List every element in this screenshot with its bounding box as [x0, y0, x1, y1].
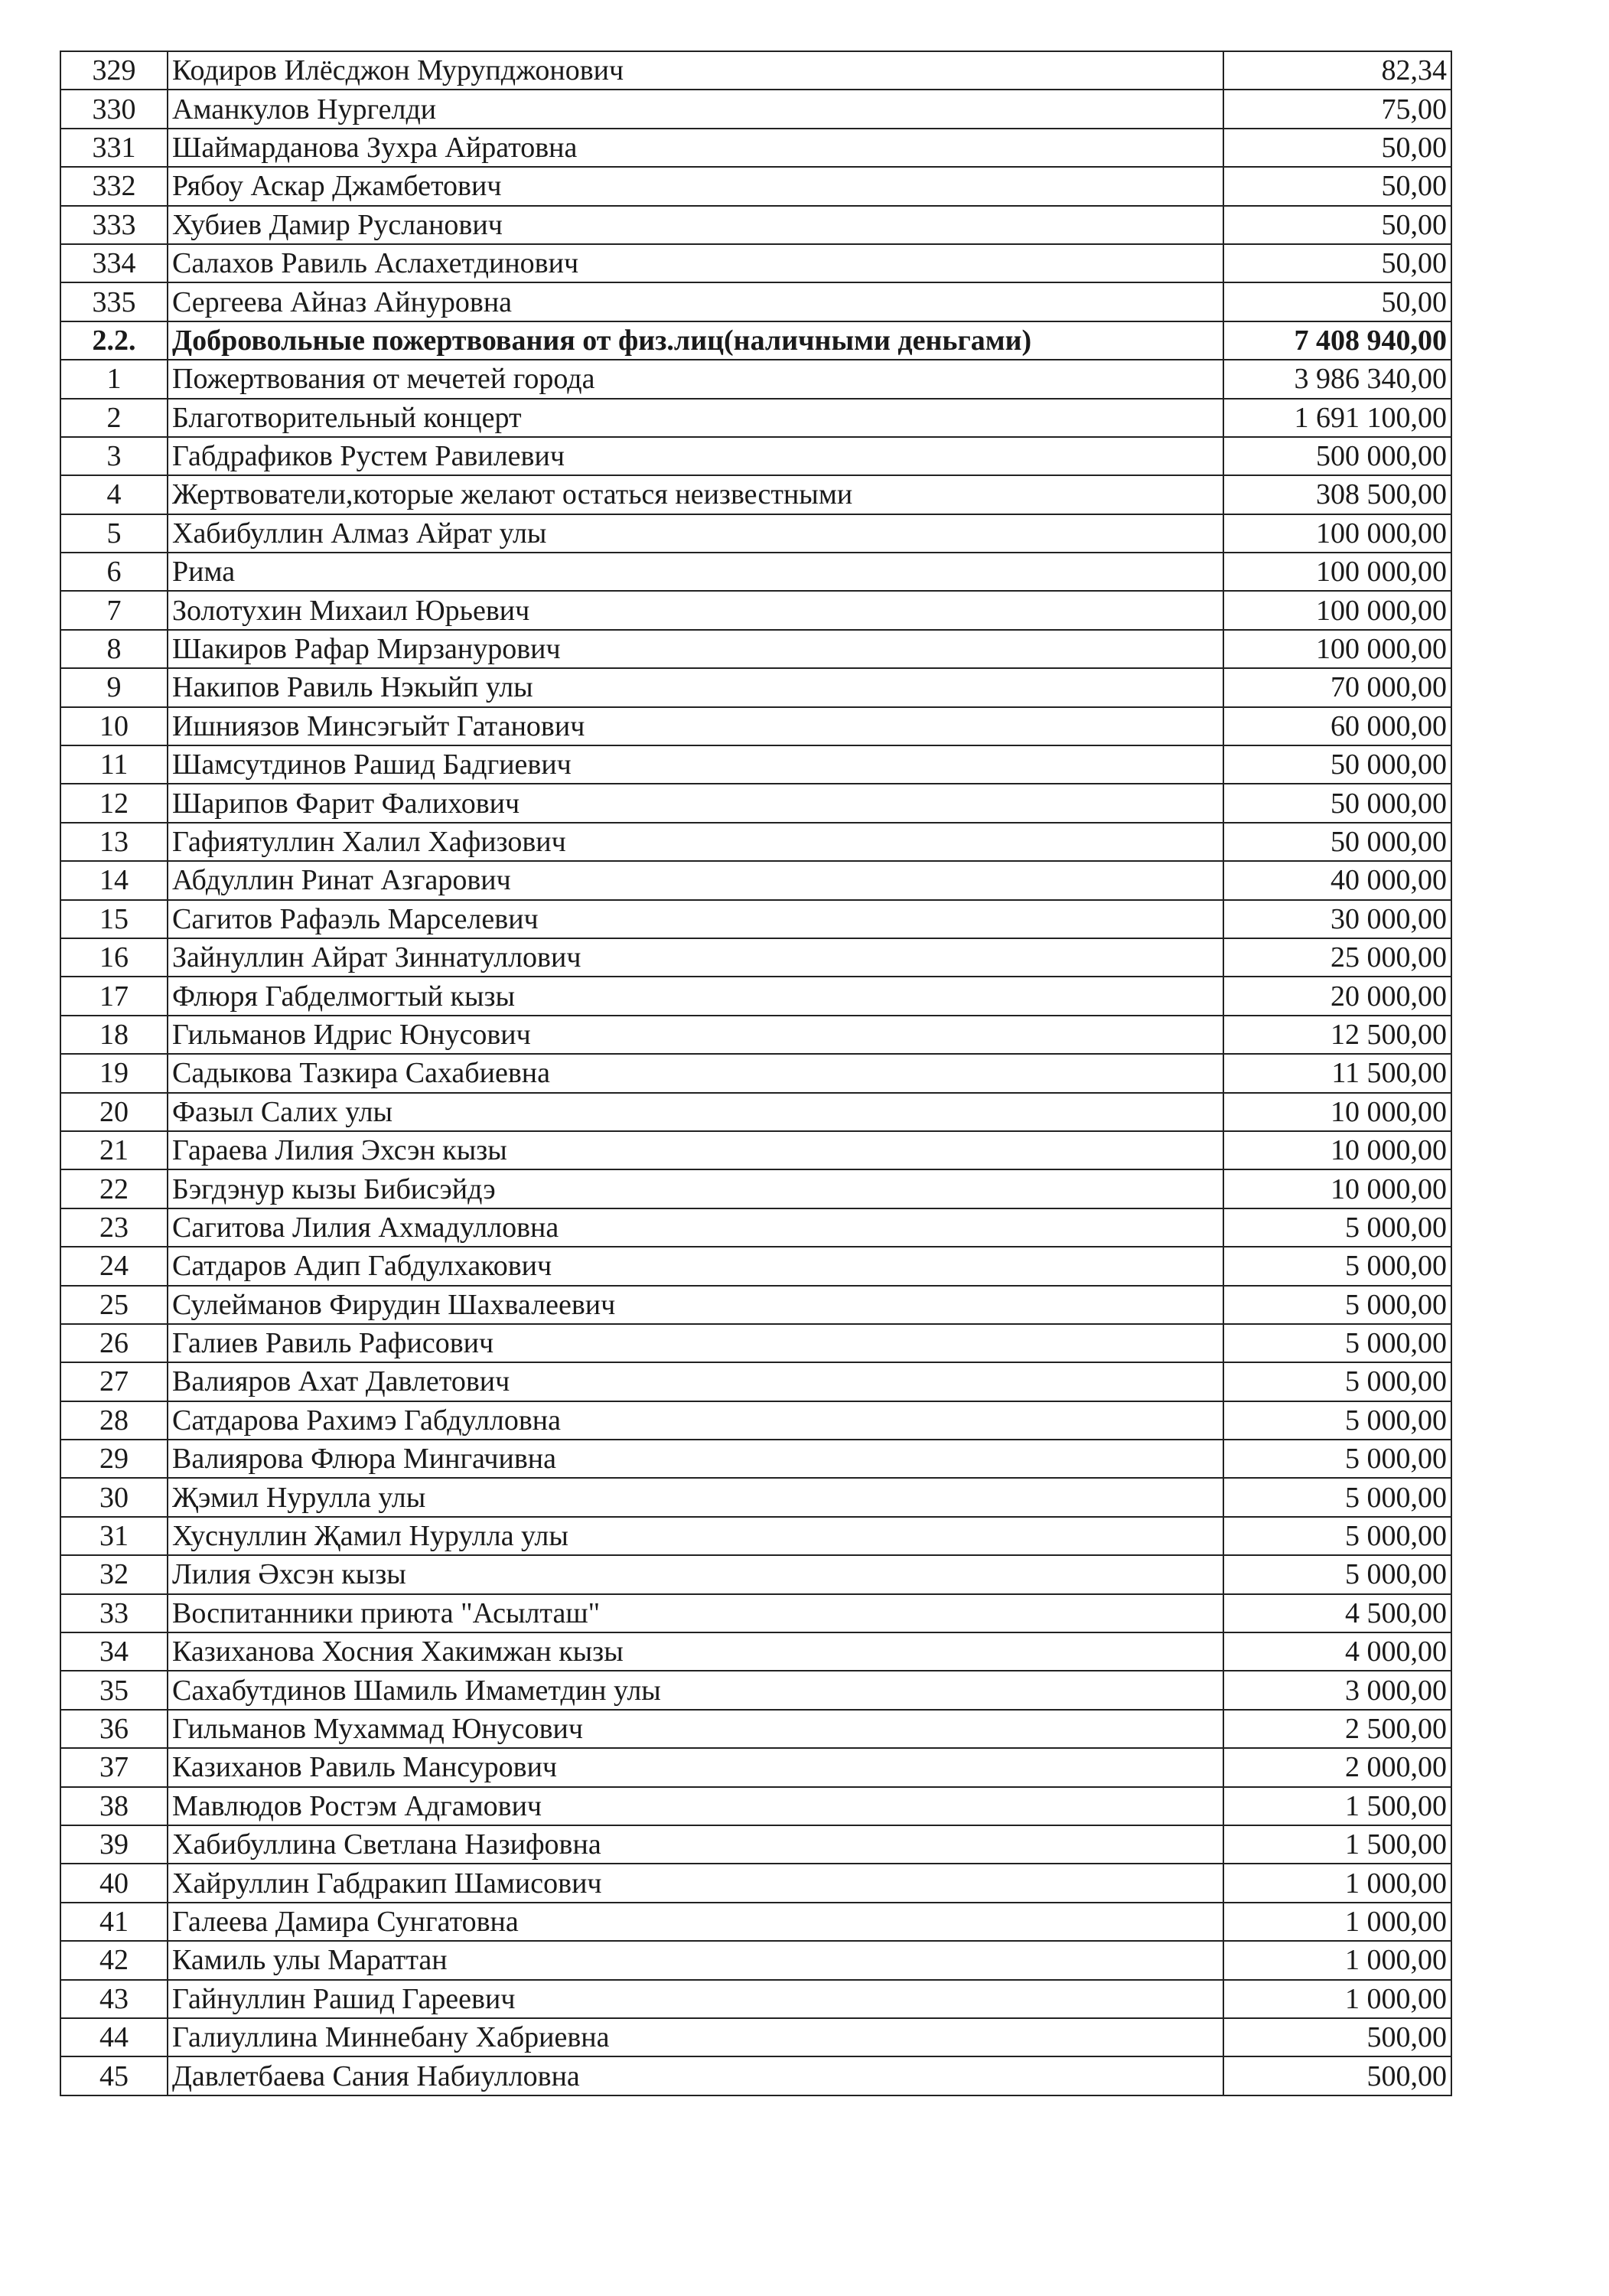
row-number-cell: 9	[60, 668, 168, 706]
donor-name-cell: Камиль улы Мараттан	[168, 1941, 1223, 1979]
amount-cell: 50,00	[1223, 206, 1451, 244]
donor-name-cell: Җэмил Нурулла улы	[168, 1478, 1223, 1516]
row-number-cell: 13	[60, 823, 168, 861]
table-row	[60, 1980, 1451, 2018]
donor-name-cell: Казиханова Хосния Хакимжан кызы	[168, 1632, 1223, 1671]
donor-name-cell: Хабибуллина Светлана Назифовна	[168, 1825, 1223, 1864]
amount-cell: 1 691 100,00	[1223, 399, 1451, 437]
table-row	[60, 1286, 1451, 1324]
amount-cell: 2 000,00	[1223, 1748, 1451, 1786]
table-row	[60, 861, 1451, 899]
donor-name-cell: Кодиров Илёсджон Мурупджонович	[168, 51, 1223, 90]
amount-cell: 50 000,00	[1223, 745, 1451, 784]
table-row	[60, 90, 1451, 128]
table-row	[60, 745, 1451, 784]
table-row	[60, 591, 1451, 629]
row-number-cell: 38	[60, 1787, 168, 1825]
table-row	[60, 1440, 1451, 1478]
amount-cell: 5 000,00	[1223, 1440, 1451, 1478]
table-row	[60, 668, 1451, 706]
donor-name-cell: Рима	[168, 553, 1223, 591]
row-number-cell: 27	[60, 1362, 168, 1401]
table-row	[60, 938, 1451, 977]
table-row	[60, 51, 1451, 90]
amount-cell: 2 500,00	[1223, 1710, 1451, 1748]
table-row	[60, 1324, 1451, 1362]
row-number-cell: 41	[60, 1903, 168, 1941]
donor-name-cell: Фазыл Салих улы	[168, 1093, 1223, 1131]
table-row	[60, 977, 1451, 1015]
table-row	[60, 1247, 1451, 1285]
donor-name-cell: Добровольные пожертвования от физ.лиц(наличными деньгами)	[168, 321, 1223, 360]
table-row	[60, 1748, 1451, 1786]
row-number-cell: 32	[60, 1555, 168, 1593]
amount-cell: 70 000,00	[1223, 668, 1451, 706]
table-row	[60, 1016, 1451, 1054]
table-row	[60, 360, 1451, 398]
row-number-cell: 2	[60, 399, 168, 437]
donor-name-cell: Зайнуллин Айрат Зиннатуллович	[168, 938, 1223, 977]
row-number-cell: 6	[60, 553, 168, 591]
donor-name-cell: Пожертвования от мечетей города	[168, 360, 1223, 398]
amount-cell: 12 500,00	[1223, 1016, 1451, 1054]
section-header-row	[60, 321, 1451, 360]
amount-cell: 4 000,00	[1223, 1632, 1451, 1671]
row-number-cell: 26	[60, 1324, 168, 1362]
donor-name-cell: Габдрафиков Рустем Равилевич	[168, 437, 1223, 475]
table-row	[60, 1555, 1451, 1593]
donor-name-cell: Золотухин Михаил Юрьевич	[168, 591, 1223, 629]
amount-cell: 5 000,00	[1223, 1478, 1451, 1516]
row-number-cell: 37	[60, 1748, 168, 1786]
row-number-cell: 334	[60, 244, 168, 282]
table-row	[60, 1671, 1451, 1709]
row-number-cell: 18	[60, 1016, 168, 1054]
table-row	[60, 784, 1451, 822]
donor-name-cell: Гафиятуллин Халил Хафизович	[168, 823, 1223, 861]
table-row	[60, 1594, 1451, 1632]
row-number-cell: 29	[60, 1440, 168, 1478]
row-number-cell: 35	[60, 1671, 168, 1709]
donor-name-cell: Сергеева Айназ Айнуровна	[168, 282, 1223, 321]
donor-name-cell: Гайнуллин Рашид Гареевич	[168, 1980, 1223, 2018]
amount-cell: 50 000,00	[1223, 823, 1451, 861]
row-number-cell: 30	[60, 1478, 168, 1516]
row-number-cell: 12	[60, 784, 168, 822]
table-row	[60, 1825, 1451, 1864]
amount-cell: 50,00	[1223, 244, 1451, 282]
amount-cell: 1 000,00	[1223, 1903, 1451, 1941]
amount-cell: 100 000,00	[1223, 514, 1451, 553]
table-row	[60, 553, 1451, 591]
row-number-cell: 10	[60, 707, 168, 745]
donor-name-cell: Аманкулов Нургелди	[168, 90, 1223, 128]
table-row	[60, 1903, 1451, 1941]
row-number-cell: 19	[60, 1054, 168, 1092]
donor-name-cell: Галеева Дамира Сунгатовна	[168, 1903, 1223, 1941]
row-number-cell: 28	[60, 1401, 168, 1440]
amount-cell: 75,00	[1223, 90, 1451, 128]
row-number-cell: 39	[60, 1825, 168, 1864]
row-number-cell: 25	[60, 1286, 168, 1324]
amount-cell: 10 000,00	[1223, 1169, 1451, 1208]
amount-cell: 100 000,00	[1223, 591, 1451, 629]
amount-cell: 7 408 940,00	[1223, 321, 1451, 360]
amount-cell: 500,00	[1223, 2056, 1451, 2095]
donor-name-cell: Сулейманов Фирудин Шахвалеевич	[168, 1286, 1223, 1324]
table-row	[60, 2056, 1451, 2095]
donor-name-cell: Шамсутдинов Рашид Бадгиевич	[168, 745, 1223, 784]
row-number-cell: 24	[60, 1247, 168, 1285]
amount-cell: 5 000,00	[1223, 1362, 1451, 1401]
row-number-cell: 21	[60, 1131, 168, 1169]
row-number-cell: 7	[60, 591, 168, 629]
table-row	[60, 1093, 1451, 1131]
row-number-cell: 16	[60, 938, 168, 977]
donor-name-cell: Сагитова Лилия Ахмадулловна	[168, 1208, 1223, 1247]
amount-cell: 10 000,00	[1223, 1093, 1451, 1131]
row-number-cell: 31	[60, 1517, 168, 1555]
donor-name-cell: Рябоу Аскар Джамбетович	[168, 167, 1223, 205]
row-number-cell: 44	[60, 2018, 168, 2056]
table-row	[60, 1208, 1451, 1247]
table-row	[60, 630, 1451, 668]
table-row	[60, 1169, 1451, 1208]
amount-cell: 5 000,00	[1223, 1247, 1451, 1285]
donor-name-cell: Хубиев Дамир Русланович	[168, 206, 1223, 244]
amount-cell: 5 000,00	[1223, 1555, 1451, 1593]
table-row	[60, 1787, 1451, 1825]
table-row	[60, 244, 1451, 282]
amount-cell: 1 500,00	[1223, 1825, 1451, 1864]
table-row	[60, 282, 1451, 321]
donor-name-cell: Воспитанники приюта "Асылташ"	[168, 1594, 1223, 1632]
table-row	[60, 206, 1451, 244]
donor-name-cell: Жертвователи,которые желают остаться неизвестными	[168, 475, 1223, 514]
row-number-cell: 335	[60, 282, 168, 321]
donor-name-cell: Накипов Равиль Нэкыйп улы	[168, 668, 1223, 706]
row-number-cell: 5	[60, 514, 168, 553]
row-number-cell: 2.2.	[60, 321, 168, 360]
amount-cell: 4 500,00	[1223, 1594, 1451, 1632]
donations-table-body	[60, 51, 1451, 2095]
amount-cell: 1 000,00	[1223, 1941, 1451, 1979]
amount-cell: 50,00	[1223, 129, 1451, 167]
donor-name-cell: Сахабутдинов Шамиль Имаметдин улы	[168, 1671, 1223, 1709]
amount-cell: 5 000,00	[1223, 1517, 1451, 1555]
table-row	[60, 2018, 1451, 2056]
donor-name-cell: Шаймарданова Зухра Айратовна	[168, 129, 1223, 167]
table-row	[60, 129, 1451, 167]
table-row	[60, 823, 1451, 861]
donor-name-cell: Казиханов Равиль Мансурович	[168, 1748, 1223, 1786]
amount-cell: 100 000,00	[1223, 630, 1451, 668]
donor-name-cell: Хайруллин Габдракип Шамисович	[168, 1864, 1223, 1902]
amount-cell: 5 000,00	[1223, 1401, 1451, 1440]
donor-name-cell: Гильманов Идрис Юнусович	[168, 1016, 1223, 1054]
donor-name-cell: Давлетбаева Сания Набиулловна	[168, 2056, 1223, 2095]
amount-cell: 10 000,00	[1223, 1131, 1451, 1169]
row-number-cell: 33	[60, 1594, 168, 1632]
row-number-cell: 22	[60, 1169, 168, 1208]
table-row	[60, 900, 1451, 938]
amount-cell: 30 000,00	[1223, 900, 1451, 938]
amount-cell: 1 500,00	[1223, 1787, 1451, 1825]
table-row	[60, 1941, 1451, 1979]
row-number-cell: 11	[60, 745, 168, 784]
donor-name-cell: Салахов Равиль Аслахетдинович	[168, 244, 1223, 282]
donor-name-cell: Флюря Габделмогтый кызы	[168, 977, 1223, 1015]
table-row	[60, 514, 1451, 553]
amount-cell: 82,34	[1223, 51, 1451, 90]
row-number-cell: 331	[60, 129, 168, 167]
donor-name-cell: Бэгдэнур кызы Бибисэйдэ	[168, 1169, 1223, 1208]
table-row	[60, 1632, 1451, 1671]
table-row	[60, 1401, 1451, 1440]
amount-cell: 3 986 340,00	[1223, 360, 1451, 398]
amount-cell: 25 000,00	[1223, 938, 1451, 977]
donor-name-cell: Абдуллин Ринат Азгарович	[168, 861, 1223, 899]
amount-cell: 5 000,00	[1223, 1208, 1451, 1247]
donor-name-cell: Благотворительный концерт	[168, 399, 1223, 437]
table-row	[60, 707, 1451, 745]
table-row	[60, 437, 1451, 475]
donor-name-cell: Лилия Әхсэн кызы	[168, 1555, 1223, 1593]
donor-name-cell: Сатдаров Адип Габдулхакович	[168, 1247, 1223, 1285]
row-number-cell: 333	[60, 206, 168, 244]
amount-cell: 308 500,00	[1223, 475, 1451, 514]
donor-name-cell: Валияров Ахат Давлетович	[168, 1362, 1223, 1401]
row-number-cell: 45	[60, 2056, 168, 2095]
amount-cell: 50 000,00	[1223, 784, 1451, 822]
amount-cell: 5 000,00	[1223, 1324, 1451, 1362]
row-number-cell: 332	[60, 167, 168, 205]
amount-cell: 1 000,00	[1223, 1980, 1451, 2018]
donor-name-cell: Садыкова Тазкира Сахабиевна	[168, 1054, 1223, 1092]
table-row	[60, 1517, 1451, 1555]
row-number-cell: 34	[60, 1632, 168, 1671]
donor-name-cell: Галиев Равиль Рафисович	[168, 1324, 1223, 1362]
amount-cell: 3 000,00	[1223, 1671, 1451, 1709]
table-row	[60, 475, 1451, 514]
amount-cell: 40 000,00	[1223, 861, 1451, 899]
donor-name-cell: Ишниязов Минсэгыйт Гатанович	[168, 707, 1223, 745]
amount-cell: 100 000,00	[1223, 553, 1451, 591]
amount-cell: 5 000,00	[1223, 1286, 1451, 1324]
donor-name-cell: Мавлюдов Ростэм Адгамович	[168, 1787, 1223, 1825]
table-row	[60, 1864, 1451, 1902]
row-number-cell: 17	[60, 977, 168, 1015]
row-number-cell: 15	[60, 900, 168, 938]
row-number-cell: 20	[60, 1093, 168, 1131]
amount-cell: 60 000,00	[1223, 707, 1451, 745]
row-number-cell: 3	[60, 437, 168, 475]
table-row	[60, 1478, 1451, 1516]
donor-name-cell: Галиуллина Миннебану Хабриевна	[168, 2018, 1223, 2056]
amount-cell: 500 000,00	[1223, 437, 1451, 475]
donor-name-cell: Гильманов Мухаммад Юнусович	[168, 1710, 1223, 1748]
donations-table	[60, 51, 1452, 2096]
table-row	[60, 167, 1451, 205]
row-number-cell: 36	[60, 1710, 168, 1748]
table-row	[60, 399, 1451, 437]
amount-cell: 20 000,00	[1223, 977, 1451, 1015]
donor-name-cell: Сагитов Рафаэль Марселевич	[168, 900, 1223, 938]
donor-name-cell: Сатдарова Рахимэ Габдулловна	[168, 1401, 1223, 1440]
row-number-cell: 329	[60, 51, 168, 90]
row-number-cell: 14	[60, 861, 168, 899]
amount-cell: 11 500,00	[1223, 1054, 1451, 1092]
donor-name-cell: Шакиров Рафар Мирзанурович	[168, 630, 1223, 668]
amount-cell: 50,00	[1223, 167, 1451, 205]
donor-name-cell: Хабибуллин Алмаз Айрат улы	[168, 514, 1223, 553]
table-row	[60, 1131, 1451, 1169]
row-number-cell: 4	[60, 475, 168, 514]
table-row	[60, 1710, 1451, 1748]
row-number-cell: 40	[60, 1864, 168, 1902]
donor-name-cell: Хуснуллин Җамил Нурулла улы	[168, 1517, 1223, 1555]
amount-cell: 500,00	[1223, 2018, 1451, 2056]
row-number-cell: 8	[60, 630, 168, 668]
row-number-cell: 330	[60, 90, 168, 128]
amount-cell: 50,00	[1223, 282, 1451, 321]
donor-name-cell: Валиярова Флюра Мингачивна	[168, 1440, 1223, 1478]
donor-name-cell: Гараева Лилия Эхсэн кызы	[168, 1131, 1223, 1169]
row-number-cell: 43	[60, 1980, 168, 2018]
table-row	[60, 1054, 1451, 1092]
row-number-cell: 23	[60, 1208, 168, 1247]
amount-cell: 1 000,00	[1223, 1864, 1451, 1902]
table-row	[60, 1362, 1451, 1401]
donor-name-cell: Шарипов Фарит Фалихович	[168, 784, 1223, 822]
row-number-cell: 42	[60, 1941, 168, 1979]
row-number-cell: 1	[60, 360, 168, 398]
